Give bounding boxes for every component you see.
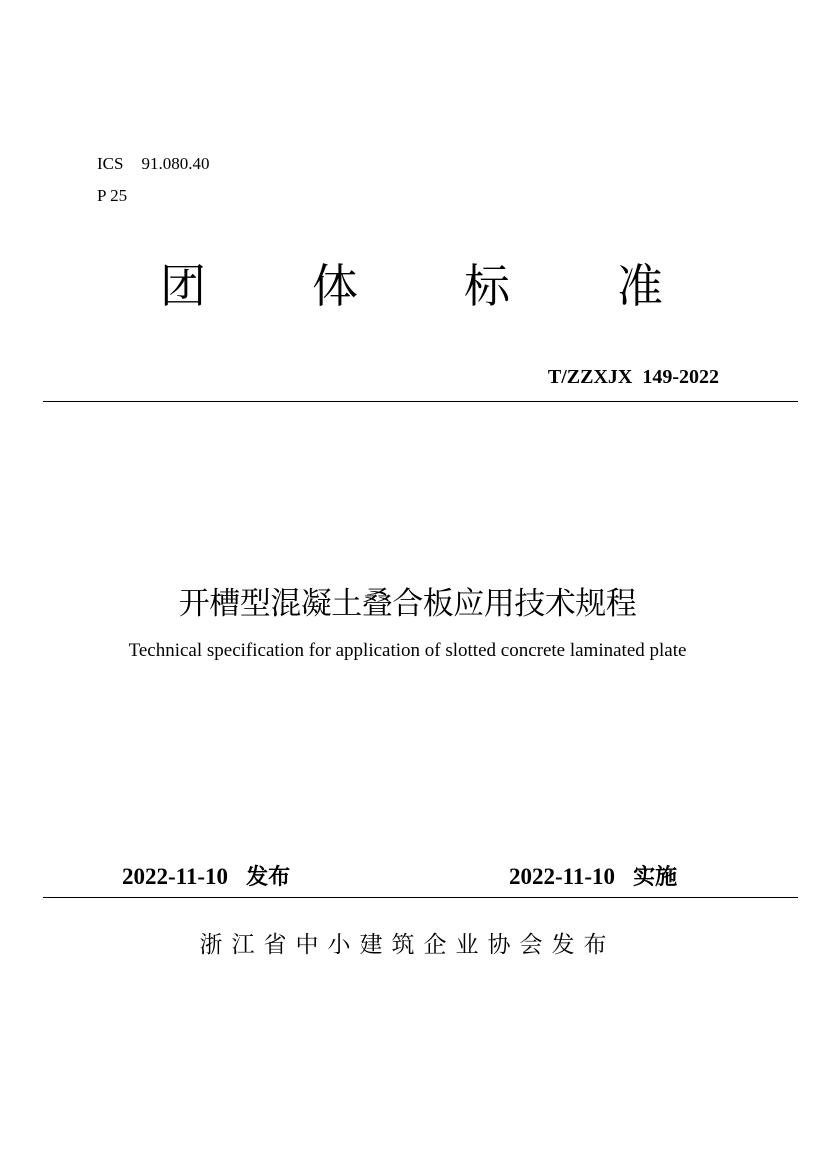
bottom-divider	[43, 897, 798, 898]
category-char-1: 团	[160, 259, 206, 313]
document-title-chinese: 开槽型混凝土叠合板应用技术规程	[178, 586, 637, 622]
ics-code: 91.080.40	[141, 154, 210, 173]
ics-label: ICS	[97, 154, 124, 173]
document-title-english: Technical specification for application of slotted concrete laminated plate	[128, 640, 687, 661]
implement-date-block	[509, 862, 677, 893]
top-divider	[43, 401, 798, 402]
category-char-4: 准	[617, 259, 663, 313]
category-char-2: 体	[312, 259, 358, 313]
ccs-code: P 25	[97, 186, 128, 205]
issue-date: 2022-11-10	[122, 864, 229, 889]
issue-label: 发布	[246, 865, 291, 890]
issue-date-block	[122, 862, 290, 893]
implement-date: 2022-11-10	[509, 864, 616, 889]
category-char-3: 标	[464, 259, 510, 313]
ics-code-line	[97, 154, 209, 174]
implement-label: 实施	[633, 865, 678, 890]
publisher: 浙江省中小建筑企业协会发布	[199, 932, 616, 958]
standard-number: T/ZZXJX 149-2022	[547, 366, 719, 388]
